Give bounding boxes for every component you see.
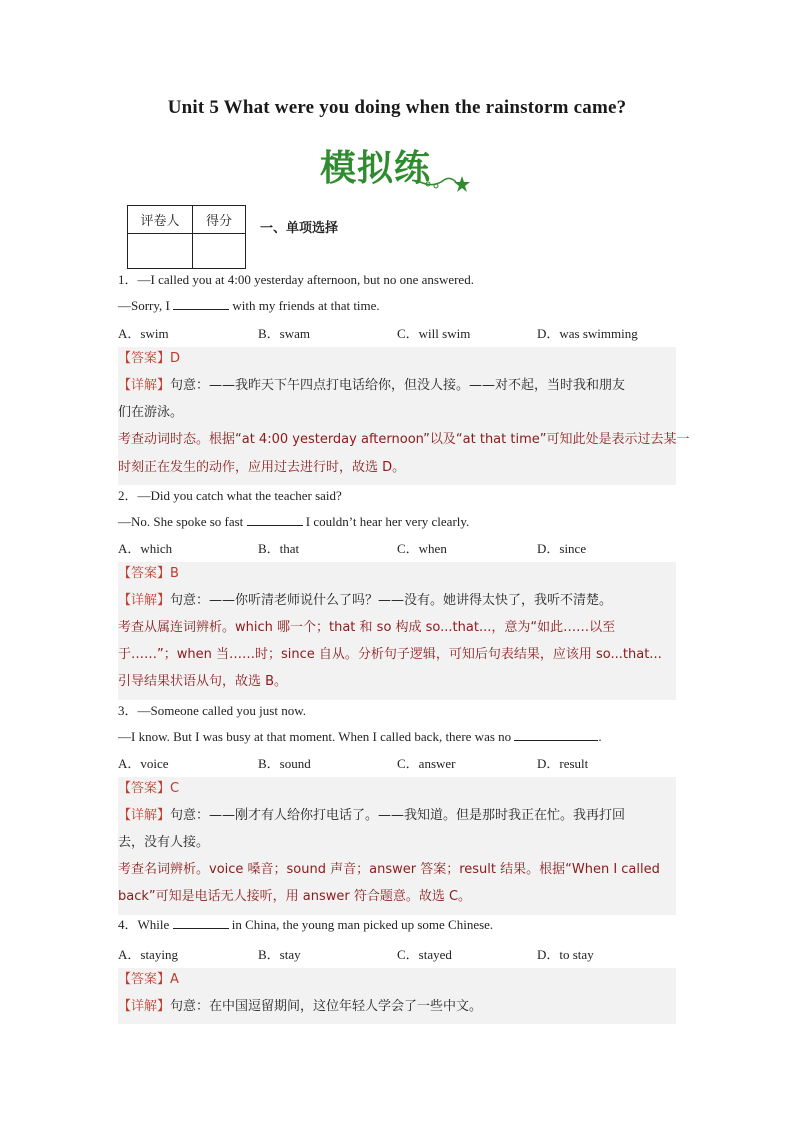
answer-blank [514, 728, 598, 741]
score-table [127, 205, 246, 269]
question-2-option-b: B．that [258, 541, 300, 556]
question-1-analysis-line2: 时刻正在发生的动作，应用过去进行时，故选 D。 [118, 460, 406, 475]
question-4-stem: 4．While in China, the young man picked up some Chinese. [118, 917, 494, 932]
question-3-analysis-line2: back”可知是电话无人接听，用 answer 符合题意。故选 C。 [118, 889, 472, 904]
question-3-analysis: 考查名词辨析。voice 嗓音；sound 声音；answer 答案；result 结果。根据“When I called [118, 862, 660, 877]
question-1-detail: 【详解】句意：——我昨天下午四点打电话给你，但没人接。——对不起，当时我和朋友 [118, 378, 626, 393]
question-2-analysis-line3: 引导结果状语从句，故选 B。 [118, 674, 288, 689]
question-3-detail-line2: 去，没有人接。 [118, 835, 210, 850]
score-table-header-grader: 评卷人 [128, 206, 193, 234]
question-2-option-c: C．when [397, 541, 447, 556]
question-3-answer: 【答案】C [118, 781, 180, 796]
question-1-stem-line2: —Sorry, I with my friends at that time. [118, 298, 380, 313]
question-2-analysis-line2: 于……”；when 当……时；since 自从。分析句子逻辑，可知后句表结果，应该用 so...that... [118, 647, 662, 662]
question-3-option-d: D．result [537, 756, 589, 771]
score-table-grader-cell [128, 234, 193, 269]
vine-decoration-icon [316, 140, 476, 196]
question-4-option-c: C．stayed [397, 947, 452, 962]
question-2-option-d: D．since [537, 541, 587, 556]
question-1-stem: 1．—I called you at 4:00 yesterday afternoon, but no one answered. [118, 272, 474, 287]
question-2-detail: 【详解】句意：——你听清老师说什么了吗？——没有。她讲得太快了，我听不清楚。 [118, 593, 613, 608]
page-title: Unit 5 What were you doing when the rainstorm came? [167, 97, 627, 118]
answer-blank [247, 513, 303, 526]
question-1-option-c: C．will swim [397, 326, 471, 341]
section-heading: 一、单项选择 [260, 221, 339, 236]
logo-text: 模拟练 [320, 148, 432, 189]
question-4-answer: 【答案】A [118, 972, 179, 987]
answer-blank [173, 297, 229, 310]
question-1-option-b: B．swam [258, 326, 311, 341]
logo [316, 140, 476, 196]
score-table-header-score: 得分 [193, 206, 246, 234]
question-4-option-b: B．stay [258, 947, 301, 962]
question-3-detail: 【详解】句意：——刚才有人给你打电话了。——我知道。但是那时我正在忙。我再打回 [118, 808, 626, 823]
question-2-analysis: 考查从属连词辨析。which 哪一个；that 和 so 构成 so...that...，意为“如此……以至 [118, 620, 616, 635]
question-4-option-d: D．to stay [537, 947, 594, 962]
answer-blank [173, 916, 229, 929]
question-1-answer: 【答案】D [118, 351, 181, 366]
question-2-stem: 2．—Did you catch what the teacher said? [118, 488, 342, 503]
question-1-option-a: A．swim [118, 326, 169, 341]
question-4-option-a: A．staying [118, 947, 178, 962]
question-4-detail: 【详解】句意：在中国逗留期间，这位年轻人学会了一些中文。 [118, 999, 483, 1014]
question-2-option-a: A．which [118, 541, 173, 556]
question-1-analysis: 考查动词时态。根据“at 4:00 yesterday afternoon”以及“at that time”可知此处是表示过去某一 [118, 432, 690, 447]
question-3-stem: 3．—Someone called you just now. [118, 703, 306, 718]
question-3-option-c: C．answer [397, 756, 456, 771]
question-2-stem-line2: —No. She spoke so fast I couldn’t hear her very clearly. [118, 514, 470, 529]
question-3-option-a: A．voice [118, 756, 169, 771]
question-1-detail-line2: 们在游泳。 [118, 405, 184, 420]
question-3-stem-line2: —I know. But I was busy at that moment. When I called back, there was no . [118, 729, 602, 744]
question-2-answer: 【答案】B [118, 566, 179, 581]
score-table-score-cell [193, 234, 246, 269]
question-1-option-d: D．was swimming [537, 326, 638, 341]
question-3-option-b: B．sound [258, 756, 311, 771]
